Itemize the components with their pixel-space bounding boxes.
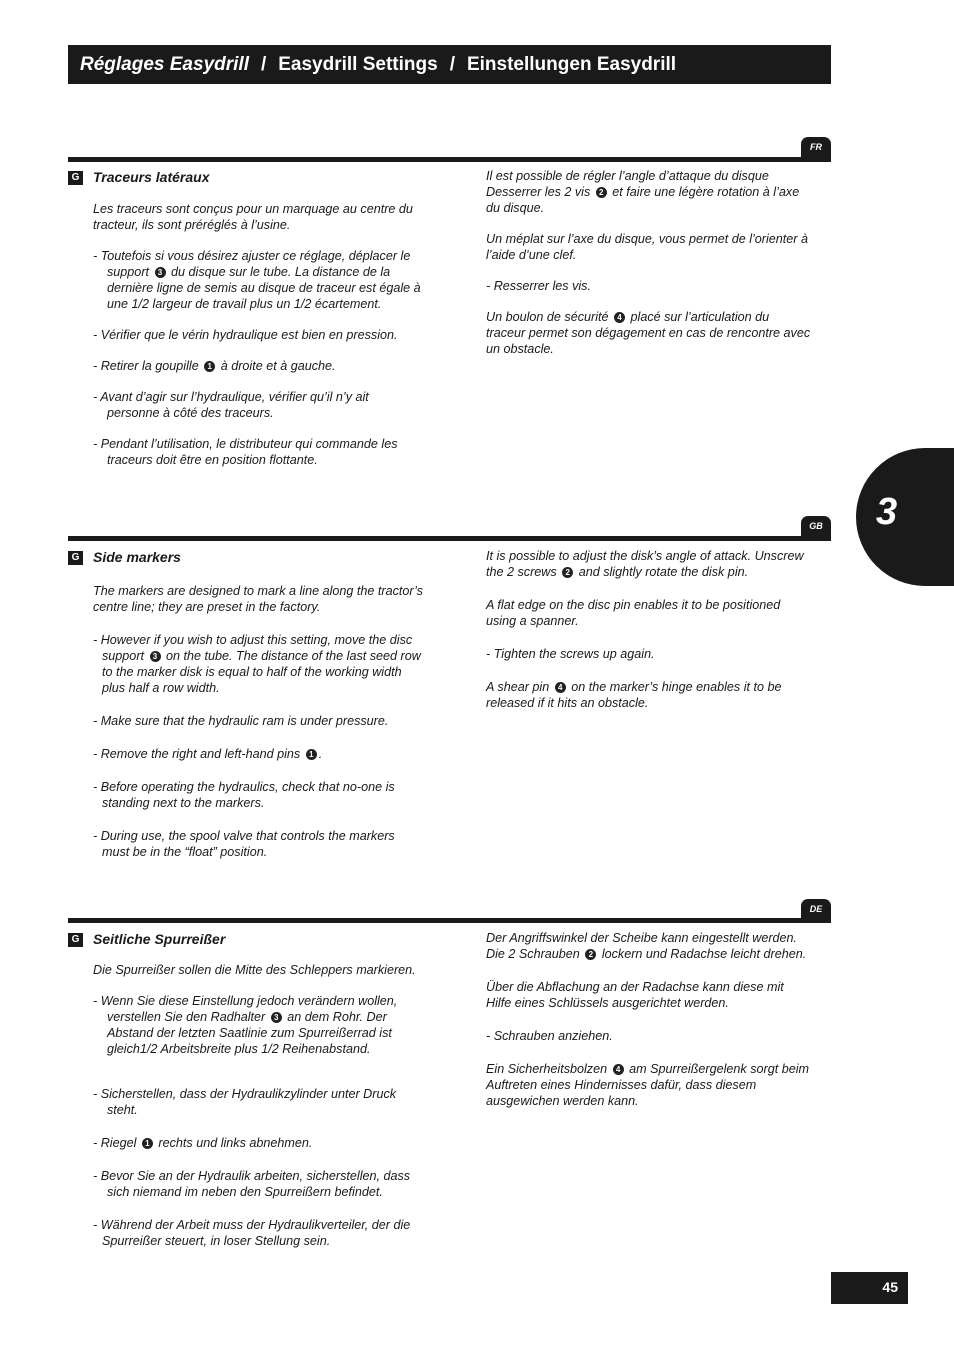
callout-1-icon: 1 (142, 1138, 153, 1149)
paragraph: - Resserrer les vis. (486, 279, 591, 293)
fr-right-column (486, 168, 811, 372)
paragraph: - Toutefois si vous désirez ajuster ce réglage, déplacer le support 3 du disque sur le tube. La distance de la dernière ligne de semis au disque de traceur est égale à une 1/2 largeur de travail plus un 1/2 écartement. (93, 249, 421, 311)
paragraph: - Tighten the screws up again. (486, 647, 655, 661)
paragraph: Über die Abflachung an der Radachse kann diese mit Hilfe eines Schlüssels ausgerichtet werden. (486, 980, 784, 1010)
paragraph: - Riegel 1 rechts und links abnehmen. (93, 1136, 313, 1150)
paragraph: - However if you wish to adjust this setting, move the disc support 3 on the tube. The distance of the last seed row to the marker disk is equal to half of the working width plus half a row width. (93, 633, 421, 695)
paragraph: It is possible to adjust the disk’s angle of attack. Unscrew the 2 screws 2 and slightly rotate the disk pin. (486, 549, 804, 579)
section-heading-fr: Traceurs latéraux (93, 169, 210, 185)
callout-1-icon: 1 (204, 361, 215, 372)
paragraph: Un boulon de sécurité 4 placé sur l’articulation du traceur permet son dégagement en cas de rencontre avec un obstacle. (486, 310, 811, 356)
section-rule (68, 536, 831, 541)
title-separator: / (260, 54, 267, 75)
title-gb: Easydrill Settings (278, 54, 438, 75)
section-rule (68, 918, 831, 923)
gb-left-column (93, 583, 423, 875)
paragraph: - Avant d’agir sur l’hydraulique, vérifier qu’il n’y ait personne à côté des traceurs. (93, 390, 369, 420)
paragraph: Die Spurreißer sollen die Mitte des Schleppers markieren. (93, 963, 416, 977)
paragraph: Un méplat sur l’axe du disque, vous permet de l’orienter à l’aide d’une clef. (486, 232, 809, 262)
paragraph: Ein Sicherheitsbolzen 4 am Spurreißergelenk sorgt beim Auftreten eines Hindernisses dafür, dass diesem ausgewichen werden kann. (486, 1062, 809, 1108)
lang-tab-de: DE (801, 899, 831, 921)
gb-right-column (486, 548, 811, 726)
callout-2-icon: 2 (562, 567, 573, 578)
paragraph: Der Angriffswinkel der Scheibe kann eingestellt werden. Die 2 Schrauben 2 lockern und Radachse leicht drehen. (486, 931, 807, 961)
paragraph: - Remove the right and left-hand pins 1 . (93, 747, 323, 761)
lang-tab-fr: FR (801, 137, 831, 159)
paragraph: - Während der Arbeit muss der Hydraulikverteiler, der die Spurreißer steuert, in loser Stellung sein. (93, 1218, 411, 1248)
section-rule (68, 157, 831, 162)
page-number: 45 (831, 1272, 908, 1304)
paragraph: - Make sure that the hydraulic ram is under pressure. (93, 714, 389, 728)
callout-4-icon: 4 (555, 682, 566, 693)
fr-left-column (93, 201, 423, 483)
section-heading-de: Seitliche Spurreißer (93, 931, 226, 947)
page-title-bar (68, 45, 831, 84)
de-left-column (93, 962, 423, 1264)
paragraph: - Schrauben anziehen. (486, 1029, 613, 1043)
title-de: Einstellungen Easydrill (466, 54, 677, 75)
callout-3-icon: 3 (155, 267, 166, 278)
paragraph: Les traceurs sont conçus pour un marquage au centre du tracteur, ils sont préréglés à l’usine. (93, 202, 413, 232)
paragraph: Il est possible de régler l’angle d’attaque du disque Desserrer les 2 vis 2 et faire une légère rotation à l’axe du disque. (486, 169, 800, 215)
callout-2-icon: 2 (585, 949, 596, 960)
chapter-number: 3 (876, 491, 898, 533)
callout-2-icon: 2 (596, 187, 607, 198)
paragraph: The markers are designed to mark a line along the tractor’s centre line; they are preset in the factory. (93, 584, 423, 614)
section-letter-badge: G (68, 551, 83, 565)
title-fr: Réglages Easydrill (80, 54, 249, 75)
paragraph: - Vérifier que le vérin hydraulique est bien en pression. (93, 328, 398, 342)
paragraph: - Before operating the hydraulics, check that no-one is standing next to the markers. (93, 780, 395, 810)
chapter-tab (856, 448, 954, 586)
callout-3-icon: 3 (271, 1012, 282, 1023)
de-right-column (486, 930, 811, 1124)
paragraph: - Sicherstellen, dass der Hydraulikzylinder unter Druck steht. (93, 1087, 397, 1117)
paragraph: - Wenn Sie diese Einstellung jedoch verändern wollen, verstellen Sie den Radhalter 3 an dem Rohr. Der Abstand der letzten Saatlinie zum Spurreißerrad ist gleich1/2 Arbeitsbreite plus 1/2 Reihenabstand. (93, 994, 398, 1056)
section-heading-gb: Side markers (93, 549, 181, 565)
paragraph: - Retirer la goupille 1 à droite et à gauche. (93, 359, 336, 373)
section-letter-badge: G (68, 933, 83, 947)
callout-4-icon: 4 (613, 1064, 624, 1075)
callout-3-icon: 3 (150, 651, 161, 662)
paragraph: A flat edge on the disc pin enables it to be positioned using a spanner. (486, 598, 781, 628)
callout-4-icon: 4 (614, 312, 625, 323)
title-separator: / (449, 54, 455, 75)
lang-tab-gb: GB (801, 516, 831, 538)
paragraph: - Bevor Sie an der Hydraulik arbeiten, sicherstellen, dass sich niemand im neben den Spurreißern befindet. (93, 1169, 411, 1199)
section-letter-badge: G (68, 171, 83, 185)
paragraph: - During use, the spool valve that controls the markers must be in the “float” position. (93, 829, 395, 859)
paragraph: A shear pin 4 on the marker’s hinge enables it to be released if it hits an obstacle. (486, 680, 782, 710)
callout-1-icon: 1 (306, 749, 317, 760)
paragraph: - Pendant l’utilisation, le distributeur qui commande les traceurs doit être en position flottante. (93, 437, 398, 467)
